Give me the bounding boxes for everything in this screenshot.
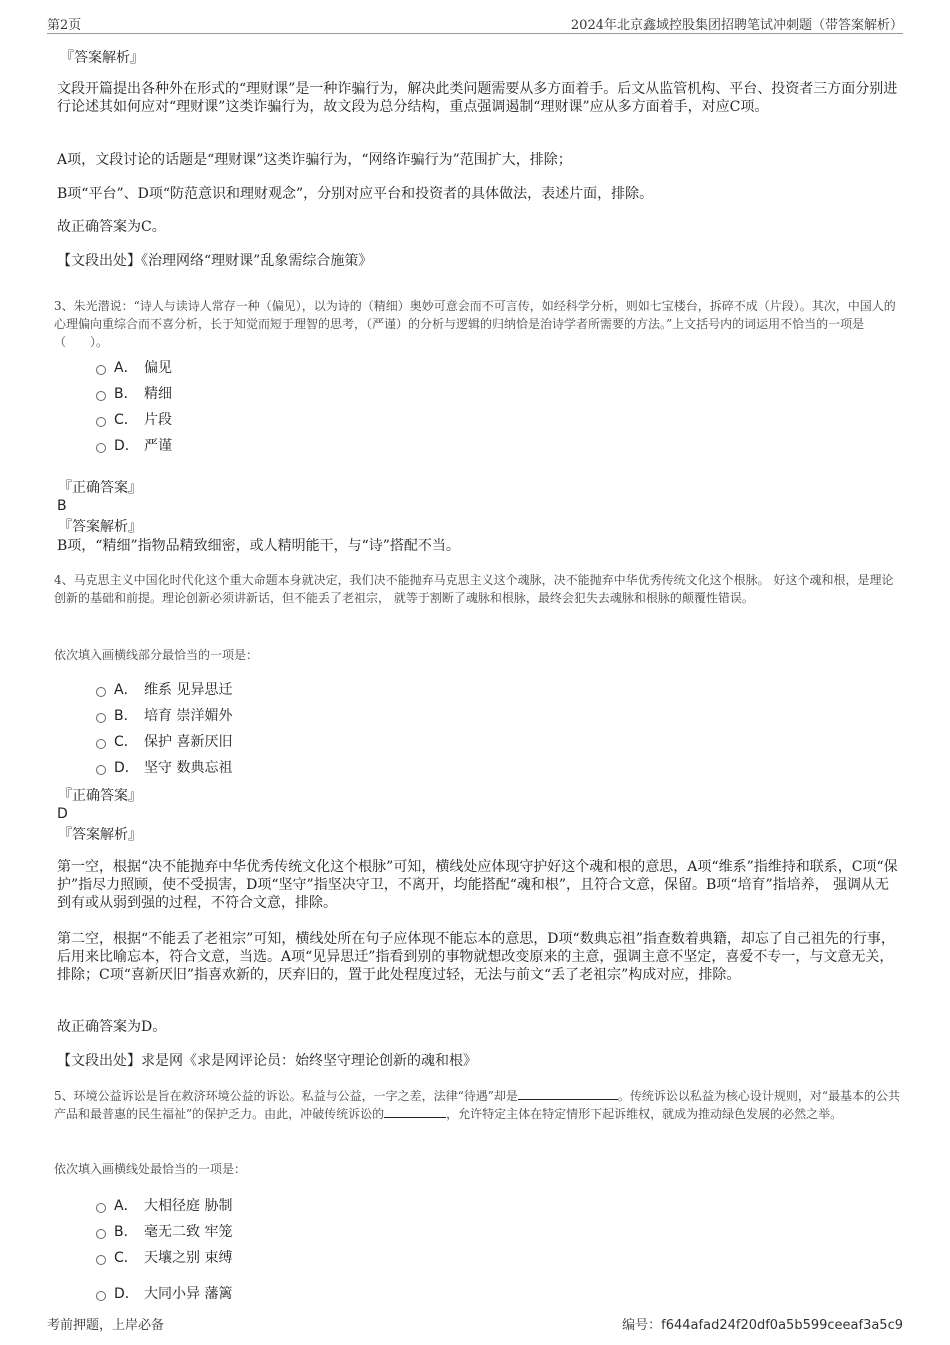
q2-analysis-para3: B项“平台”、D项“防范意识和理财观念”，分别对应平台和投资者的具体做法，表述片面，排除。 [57, 186, 654, 202]
q5-option-c[interactable]: C． 天壤之别 束缚 [96, 1249, 232, 1267]
q4-prompt: 依次填入画横线部分最恰当的一项是： [54, 648, 259, 662]
radio-icon[interactable] [96, 365, 106, 375]
radio-icon[interactable] [96, 1229, 106, 1239]
q3-option-b[interactable]: B． 精细 [96, 385, 172, 403]
q4-analysis-para1: 第一空，根据“决不能抛弃中华优秀传统文化这个根脉”可知，横线处应体现守护好这个魂和根的意思，A项“维系”指维持和联系，C项“保护”指尽力照顾，使不受损害，D项“坚守”指坚决守卫，不离开，均能搭配“魂和根”，且符合文意，保留。B项“培育”指培养， 强调从无到有或从弱到强的过程，不符合文意，排除。 [57, 859, 898, 911]
q5-option-d[interactable]: D． 大同小异 藩篱 [96, 1285, 232, 1303]
q4-correct-answer: D [57, 806, 68, 822]
q2-analysis-para1: 文段开篇提出各种外在形式的“理财课”是一种诈骗行为，解决此类问题需要从多方面着手。后文从监管机构、平台、投资者三方面分别进行论述其如何应对“理财课”这类诈骗行为，故文段为总分结构，重点强调遏制“理财课”应从多方面着手，对应C项。 [57, 81, 898, 115]
document-title: 2024年北京鑫域控股集团招聘笔试冲刺题（带答案解析） [570, 18, 903, 33]
q4-option-b[interactable]: B． 培育 崇洋媚外 [96, 707, 232, 725]
q3-option-a[interactable]: A． 偏见 [96, 359, 172, 377]
q5-prompt: 依次填入画横线处最恰当的一项是： [54, 1162, 247, 1176]
q2-analysis-para2: A项，文段讨论的话题是“理财课”这类诈骗行为，“网络诈骗行为”范围扩大，排除； [57, 152, 572, 168]
radio-icon[interactable] [96, 765, 106, 775]
q4-source: 【文段出处】求是网《求是网评论员：始终坚守理论创新的魂和根》 [57, 1053, 477, 1069]
q2-analysis-label: 『答案解析』 [60, 50, 144, 66]
q3-option-c[interactable]: C． 片段 [96, 411, 172, 429]
page-number: 第2页 [47, 18, 82, 33]
q3-option-d[interactable]: D． 严谨 [96, 437, 172, 455]
radio-icon[interactable] [96, 391, 106, 401]
radio-icon[interactable] [96, 417, 106, 427]
q4-analysis-para2: 第二空，根据“不能丢了老祖宗”可知，横线处所在句子应体现不能忘本的意思，D项“数典忘祖”指查数着典籍，却忘了自己祖先的行事，后用来比喻忘本，符合文意，当选。A项“见异思迁”指看到别的事物就想改变原来的主意，强调主意不坚定，喜爱不专一，与文意无关，排除；C项“喜新厌旧”指喜欢新的，厌弃旧的，置于此处程度过轻，无法与前文“丢了老祖宗”构成对应，排除。 [57, 931, 895, 983]
q5-option-b[interactable]: B． 毫无二致 牢笼 [96, 1223, 232, 1241]
radio-icon[interactable] [96, 1291, 106, 1301]
radio-icon[interactable] [96, 1255, 106, 1265]
radio-icon[interactable] [96, 713, 106, 723]
q2-answer-statement: 故正确答案为C。 [57, 219, 166, 235]
q3-analysis: B项，“精细”指物品精致细密，或人精明能干，与“诗”搭配不当。 [57, 538, 460, 554]
radio-icon[interactable] [96, 443, 106, 453]
q5-blank-2 [384, 1105, 446, 1118]
q5-stem: 5、环境公益诉讼是旨在救济环境公益的诉讼。私益与公益，一字之差，法律“待遇”却是 。传统诉讼以私益为核心设计规则，对“最基本的公共产品和最普惠的民生福祉”的保护乏力。由此，冲破传统诉讼的 ，允许特定主体在特定情形下起诉维权，就成为推动绿色发展的必然之举。 [54, 1089, 901, 1121]
q4-option-c[interactable]: C． 保护 喜新厌旧 [96, 733, 232, 751]
radio-icon[interactable] [96, 1203, 106, 1213]
q3-analysis-label: 『答案解析』 [58, 519, 142, 535]
q4-option-a[interactable]: A． 维系 见异思迁 [96, 681, 232, 699]
radio-icon[interactable] [96, 687, 106, 697]
q4-analysis-label: 『答案解析』 [58, 827, 142, 843]
q4-answer-statement: 故正确答案为D。 [57, 1019, 167, 1035]
q5-blank-1 [518, 1087, 618, 1100]
q3-correct-answer: B [57, 498, 67, 514]
radio-icon[interactable] [96, 739, 106, 749]
footer-slogan: 考前押题，上岸必备 [47, 1318, 165, 1333]
document-code: 编号：f644afad24f20df0a5b599ceeaf3a5c9 [622, 1318, 903, 1333]
q2-source: 【文段出处】《治理网络“理财课”乱象需综合施策》 [57, 253, 373, 269]
q5-option-a[interactable]: A． 大相径庭 胁制 [96, 1197, 232, 1215]
q3-stem: 3、朱光潜说：“诗人与读诗人常存一种（偏见），以为诗的（精细）奥妙可意会而不可言传，如经科学分析，则如七宝楼台，拆碎不成（片段）。其次，中国人的心理偏向重综合而不喜分析，长于知觉而短于理智的思考，（严谨）的分析与逻辑的归纳恰是治诗学者所需要的方法。”上文括号内的词运用不恰当的一项是（ ）。 [54, 299, 896, 349]
q3-correct-answer-label: 『正确答案』 [58, 480, 142, 496]
header-divider [47, 33, 903, 34]
q4-option-d[interactable]: D． 坚守 数典忘祖 [96, 759, 232, 777]
q4-correct-answer-label: 『正确答案』 [58, 788, 142, 804]
q4-stem: 4、马克思主义中国化时代化这个重大命题本身就决定，我们决不能抛弃马克思主义这个魂脉，决不能抛弃中华优秀传统文化这个根脉。 好这个魂和根，是理论创新的基础和前提。理论创新必须讲新话，但不能丢了老祖宗， 就等于割断了魂脉和根脉，最终会犯失去魂脉和根脉的颠覆性错误。 [54, 573, 894, 605]
